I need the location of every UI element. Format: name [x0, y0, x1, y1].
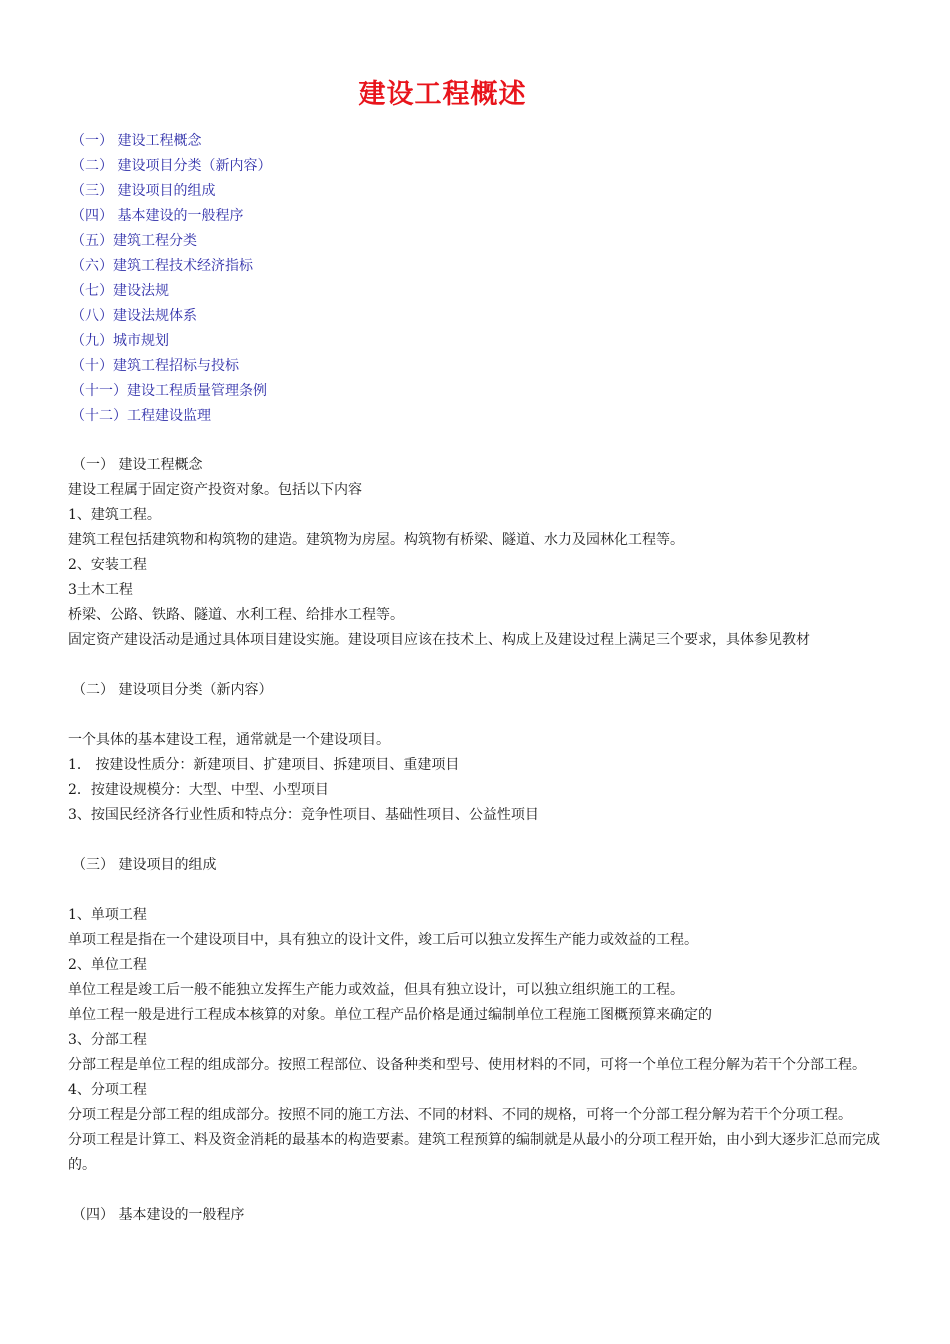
paragraph-line: 桥梁、公路、铁路、隧道、水利工程、给排水工程等。: [68, 607, 404, 623]
paragraph-line: 1． 按建设性质分：新建项目、扩建项目、拆建项目、重建项目: [68, 757, 460, 773]
paragraph-line: 建筑工程包括建筑物和构筑物的建造。建筑物为房屋。构筑物有桥梁、隧道、水力及园林化工程等。: [68, 532, 684, 548]
toc-item[interactable]: [71, 179, 271, 204]
toc-item[interactable]: [71, 229, 271, 254]
toc-link[interactable]: （四） 基本建设的一般程序: [71, 208, 244, 224]
toc-link[interactable]: （三） 建设项目的组成: [71, 183, 216, 199]
toc-link[interactable]: （九）城市规划: [71, 333, 169, 349]
blank-line: [68, 828, 890, 853]
toc-item[interactable]: [71, 329, 271, 354]
paragraph-line: 1、单项工程: [68, 907, 147, 923]
paragraph-line: 单位工程是竣工后一般不能独立发挥生产能力或效益，但具有独立设计，可以独立组织施工的工程。: [68, 982, 684, 998]
toc-item[interactable]: [71, 279, 271, 304]
paragraph-line: 3土木工程: [68, 582, 133, 598]
toc-item[interactable]: [71, 304, 271, 329]
toc-link[interactable]: （五）建筑工程分类: [71, 233, 197, 249]
section-heading: （四） 基本建设的一般程序: [72, 1207, 245, 1223]
paragraph-line: 2、单位工程: [68, 957, 147, 973]
section-heading: （一） 建设工程概念: [72, 457, 203, 473]
toc-item[interactable]: [71, 154, 271, 179]
paragraph-line: 单位工程一般是进行工程成本核算的对象。单位工程产品价格是通过编制单位工程施工图概预算来确定的: [68, 1007, 712, 1023]
toc-link[interactable]: （一） 建设工程概念: [71, 133, 202, 149]
toc-link[interactable]: （十一）建设工程质量管理条例: [71, 383, 267, 399]
paragraph-line: 3、按国民经济各行业性质和特点分：竞争性项目、基础性项目、公益性项目: [68, 807, 539, 823]
paragraph-line: 分部工程是单位工程的组成部分。按照工程部位、设备种类和型号、使用材料的不同，可将一个单位工程分解为若干个分部工程。: [68, 1057, 866, 1073]
toc-item[interactable]: [71, 354, 271, 379]
toc-item[interactable]: [71, 129, 271, 154]
blank-line: [68, 703, 890, 728]
document-body: [68, 453, 890, 1228]
toc-link[interactable]: （十）建筑工程招标与投标: [71, 358, 239, 374]
paragraph: 分项工程是计算工、料及资金消耗的最基本的构造要素。建筑工程预算的编制就是从最小的分项工程开始，由小到大逐步汇总而完成的。: [68, 1132, 880, 1173]
table-of-contents: [71, 129, 271, 429]
document-title: 建设工程概述: [358, 79, 527, 110]
paragraph-line: 分项工程是分部工程的组成部分。按照不同的施工方法、不同的材料、不同的规格，可将一个分部工程分解为若干个分项工程。: [68, 1107, 852, 1123]
toc-link[interactable]: （七）建设法规: [71, 283, 169, 299]
paragraph-line: 3、分部工程: [68, 1032, 147, 1048]
paragraph-line: 单项工程是指在一个建设项目中，具有独立的设计文件，竣工后可以独立发挥生产能力或效益的工程。: [68, 932, 698, 948]
toc-link[interactable]: （二） 建设项目分类（新内容）: [71, 158, 272, 174]
paragraph-line: 2．按建设规模分：大型、中型、小型项目: [68, 782, 329, 798]
section-heading: （二） 建设项目分类（新内容）: [72, 682, 273, 698]
paragraph-line: 固定资产建设活动是通过具体项目建设实施。建设项目应该在技术上、构成上及建设过程上满足三个要求，具体参见教材: [68, 632, 810, 648]
paragraph-line: 一个具体的基本建设工程，通常就是一个建设项目。: [68, 732, 390, 748]
toc-link[interactable]: （六）建筑工程技术经济指标: [71, 258, 253, 274]
paragraph-line: 4、分项工程: [68, 1082, 147, 1098]
toc-link[interactable]: （八）建设法规体系: [71, 308, 197, 324]
paragraph-line: 建设工程属于固定资产投资对象。包括以下内容: [68, 482, 362, 498]
blank-line: [68, 653, 890, 678]
blank-line: [68, 878, 890, 903]
toc-item[interactable]: [71, 204, 271, 229]
toc-item[interactable]: [71, 404, 271, 429]
toc-link[interactable]: （十二）工程建设监理: [71, 408, 211, 424]
blank-line: [68, 1178, 890, 1203]
paragraph-line: 2、安装工程: [68, 557, 147, 573]
section-heading: （三） 建设项目的组成: [72, 857, 217, 873]
toc-item[interactable]: [71, 379, 271, 404]
paragraph-line: 1、建筑工程。: [68, 507, 161, 523]
toc-item[interactable]: [71, 254, 271, 279]
